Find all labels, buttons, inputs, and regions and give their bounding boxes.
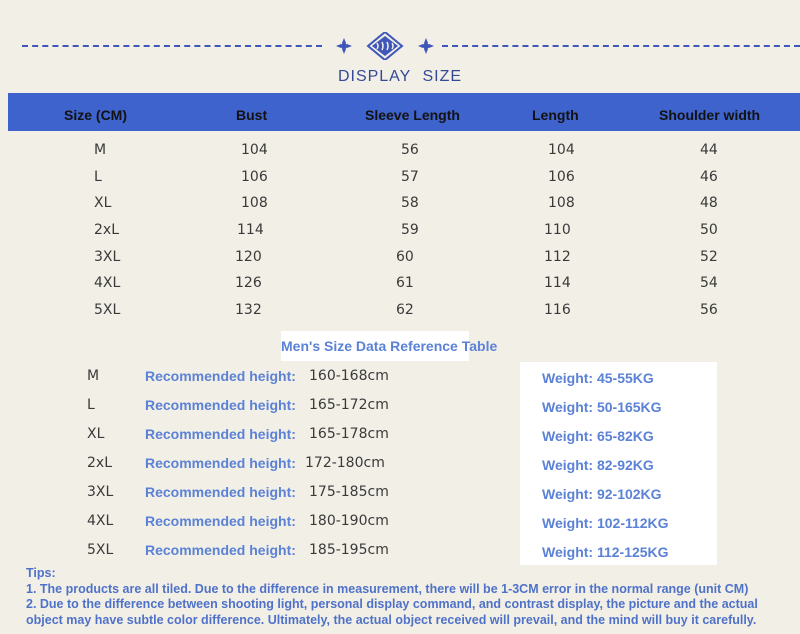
recommendation-row <box>0 364 800 393</box>
rec-size: 2xL <box>87 455 112 471</box>
diamond-emblem-icon <box>330 32 440 60</box>
rec-weight: Weight: 92-102KG <box>542 486 662 502</box>
dashed-line-right <box>442 45 800 47</box>
rec-weight: Weight: 112-125KG <box>542 544 669 560</box>
size-table-header <box>8 93 800 131</box>
cell-sleeve: 62 <box>396 302 414 319</box>
rec-weight: Weight: 102-112KG <box>542 515 669 531</box>
cell-bust: 114 <box>237 222 264 239</box>
rec-weight: Weight: 65-82KG <box>542 428 654 444</box>
rec-height-value: 165-178cm <box>309 426 389 442</box>
rec-height-label: Recommended height: <box>145 397 296 413</box>
header-size: Size (CM) <box>64 107 127 123</box>
cell-sleeve: 57 <box>401 168 419 185</box>
table-row <box>8 270 800 297</box>
cell-bust: 108 <box>241 195 268 212</box>
cell-size: 2xL <box>94 222 119 239</box>
cell-shoulder: 44 <box>700 142 718 158</box>
cell-length: 108 <box>548 195 575 212</box>
tips-title: Tips: <box>26 566 56 580</box>
cell-length: 112 <box>544 248 571 265</box>
cell-length: 114 <box>544 275 571 292</box>
page-title: DISPLAY SIZE <box>337 68 463 85</box>
fleur-de-lis-icon <box>418 38 434 54</box>
table-row <box>8 297 800 324</box>
rec-height-label: Recommended height: <box>145 368 296 384</box>
rec-weight: Weight: 82-92KG <box>542 457 654 473</box>
rec-height-value: 180-190cm <box>309 513 389 529</box>
tip-line-1: 1. The products are all tiled. Due to the difference in measurement, there will be 1-3CM error in the normal range (unit CM) <box>26 581 749 596</box>
header-bust: Bust <box>236 107 268 123</box>
rec-height-label: Recommended height: <box>145 513 296 529</box>
header-length: Length <box>532 107 579 123</box>
cell-sleeve: 61 <box>396 275 414 292</box>
rec-height-value: 165-172cm <box>309 397 389 413</box>
dashed-line-left <box>22 45 322 47</box>
cell-size: M <box>94 142 107 158</box>
table-row <box>8 164 800 191</box>
recommendation-row <box>0 538 800 567</box>
rec-height-value: 172-180cm <box>305 455 385 471</box>
cell-length: 116 <box>544 302 571 319</box>
cell-length: 106 <box>548 168 575 185</box>
cell-sleeve: 56 <box>401 142 419 158</box>
table-row <box>8 244 800 271</box>
header-shoulder-width: Shoulder width <box>659 107 761 123</box>
cell-shoulder: 50 <box>700 222 718 239</box>
table-row <box>8 217 800 244</box>
cell-size: XL <box>94 195 112 212</box>
cell-length: 110 <box>544 222 571 239</box>
rec-weight: Weight: 45-55KG <box>542 370 654 386</box>
recommendation-row <box>0 393 800 422</box>
cell-bust: 106 <box>241 168 268 185</box>
header-sleeve-length: Sleeve Length <box>365 107 460 123</box>
cell-bust: 120 <box>235 248 262 265</box>
cell-sleeve: 58 <box>401 195 419 212</box>
rec-size: M <box>87 368 100 384</box>
table-row <box>8 190 800 217</box>
cell-bust: 132 <box>235 302 262 319</box>
cell-shoulder: 48 <box>700 195 718 212</box>
decorative-divider <box>0 32 800 60</box>
tips-section <box>26 566 796 628</box>
tip-line-2: 2. Due to the difference between shooting light, personal display command, and contrast display, the picture and the actual <box>26 597 758 611</box>
rec-height-label: Recommended height: <box>145 484 296 500</box>
cell-bust: 104 <box>241 142 268 158</box>
rec-height-value: 185-195cm <box>309 542 389 558</box>
size-table <box>8 93 800 324</box>
recommendation-row <box>0 422 800 451</box>
cell-shoulder: 52 <box>700 248 718 265</box>
table-row <box>8 137 800 164</box>
cell-sleeve: 59 <box>401 222 419 239</box>
cell-size: 5XL <box>94 302 121 319</box>
rec-height-label: Recommended height: <box>145 455 296 471</box>
rec-size: 4XL <box>87 513 114 529</box>
rec-size: 3XL <box>87 484 114 500</box>
fleur-de-lis-icon <box>336 38 352 54</box>
rec-height-label: Recommended height: <box>145 426 296 442</box>
rec-size: XL <box>87 426 105 442</box>
tip-line-3: object may have subtle color difference. Ultimately, the actual object received will prevail, and the mind will buy it carefully. <box>26 612 757 627</box>
cell-shoulder: 46 <box>700 168 718 185</box>
reference-table-title: Men's Size Data Reference Table <box>281 331 469 361</box>
recommendation-row <box>0 509 800 538</box>
rec-size: L <box>87 397 95 413</box>
rec-weight: Weight: 50-165KG <box>542 399 662 415</box>
recommendation-row <box>0 451 800 480</box>
rec-height-label: Recommended height: <box>145 542 296 558</box>
cell-size: L <box>94 168 102 185</box>
cell-size: 4XL <box>94 275 121 292</box>
cell-sleeve: 60 <box>396 248 414 265</box>
cell-shoulder: 54 <box>700 275 718 292</box>
cell-size: 3XL <box>94 248 121 265</box>
cell-bust: 126 <box>235 275 262 292</box>
cell-shoulder: 56 <box>700 302 718 319</box>
recommendation-row <box>0 480 800 509</box>
rec-size: 5XL <box>87 542 114 558</box>
rec-height-value: 160-168cm <box>309 368 389 384</box>
cell-length: 104 <box>548 142 575 158</box>
rec-height-value: 175-185cm <box>309 484 389 500</box>
